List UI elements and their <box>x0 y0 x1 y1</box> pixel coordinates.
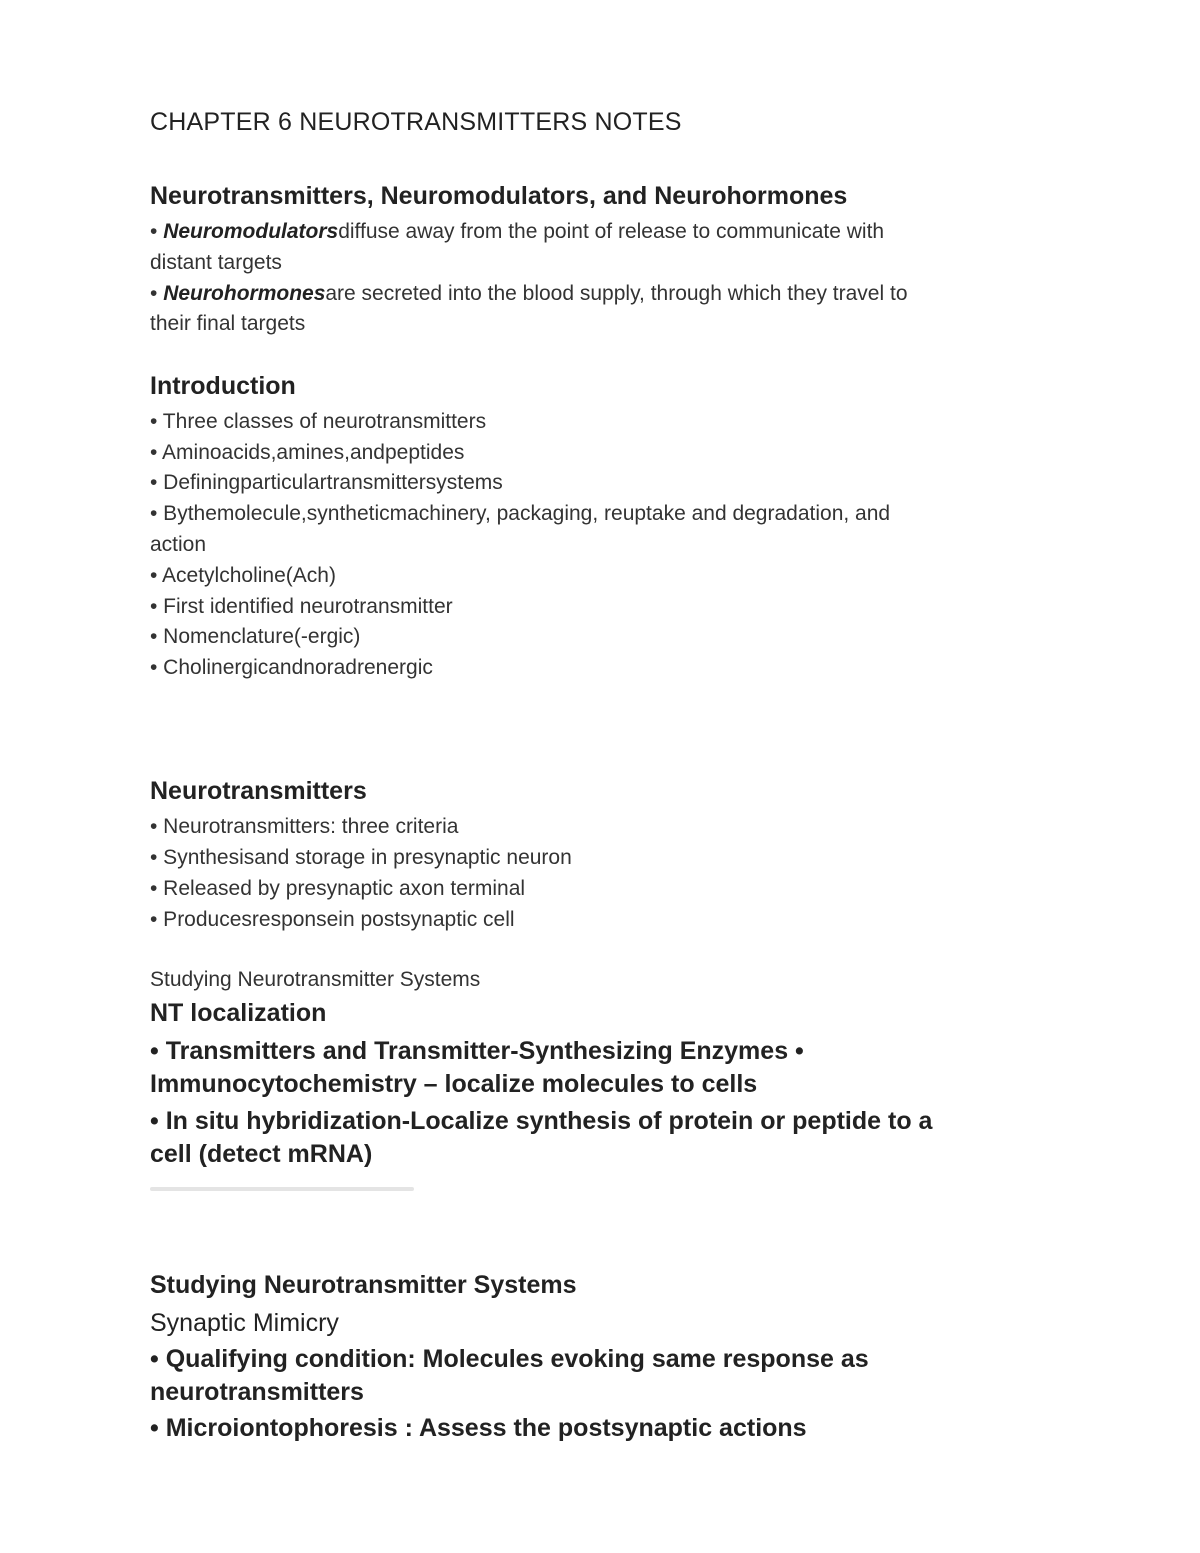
section-subheading-synaptic-mimicry: Synaptic Mimicry <box>150 1309 339 1337</box>
bullet-text: diffuse away from the point of release to communicate with <box>338 220 885 243</box>
bold-line: • Microiontophoresis : Assess the postsynaptic actions <box>150 1414 807 1442</box>
section-heading-neuro-types: Neurotransmitters, Neuromodulators, and Neurohormones <box>150 182 848 210</box>
list-item-continuation: action <box>150 533 207 556</box>
list-item: • Producesresponsein postsynaptic cell <box>150 908 515 931</box>
list-item: • Acetylcholine(Ach) <box>150 564 336 587</box>
section-heading-studying-nt: Studying Neurotransmitter Systems <box>150 1271 577 1299</box>
bold-line: • Transmitters and Transmitter-Synthesizing Enzymes • <box>150 1037 804 1065</box>
bold-line: Immunocytochemistry – localize molecules to cells <box>150 1070 758 1098</box>
list-item: • First identified neurotransmitter <box>150 595 453 618</box>
bold-line: neurotransmitters <box>150 1378 364 1406</box>
section-divider <box>150 1187 414 1191</box>
list-item: • Released by presynaptic axon terminal <box>150 877 526 900</box>
section-subheading: Studying Neurotransmitter Systems <box>150 968 481 991</box>
bullet-neuromodulators: • Neuromodulatorsdiffuse away from the point of release to communicate with <box>150 220 885 243</box>
bullet-neurohormones: • Neurohormonesare secreted into the blood supply, through which they travel to <box>150 282 908 305</box>
section-heading-introduction: Introduction <box>150 372 296 400</box>
list-item: • Definingparticulartransmittersystems <box>150 471 503 494</box>
document-title: CHAPTER 6 NEUROTRANSMITTERS NOTES <box>150 108 682 136</box>
term-neurohormones: Neurohormones <box>163 282 326 305</box>
list-item: • Nomenclature(-ergic) <box>150 625 361 648</box>
list-item: • Three classes of neurotransmitters <box>150 410 487 433</box>
bold-line: cell (detect mRNA) <box>150 1140 373 1168</box>
list-item: • Synthesisand storage in presynaptic neuron <box>150 846 572 869</box>
bullet-continuation: their final targets <box>150 312 306 335</box>
bold-line: • In situ hybridization-Localize synthesis of protein or peptide to a <box>150 1107 933 1135</box>
list-item: • Cholinergicandnoradrenergic <box>150 656 433 679</box>
bullet-continuation: distant targets <box>150 251 282 274</box>
list-item: • Aminoacids,amines,andpeptides <box>150 441 465 464</box>
bold-line: • Qualifying condition: Molecules evoking same response as <box>150 1345 869 1373</box>
term-neuromodulators: Neuromodulators <box>163 220 339 243</box>
list-item: • Bythemolecule,syntheticmachinery, packaging, reuptake and degradation, and <box>150 502 891 525</box>
bullet-text: are secreted into the blood supply, through which they travel to <box>325 282 908 305</box>
section-heading-nt-localization: NT localization <box>150 999 327 1027</box>
section-heading-neurotransmitters: Neurotransmitters <box>150 777 367 805</box>
list-item: • Neurotransmitters: three criteria <box>150 815 459 838</box>
